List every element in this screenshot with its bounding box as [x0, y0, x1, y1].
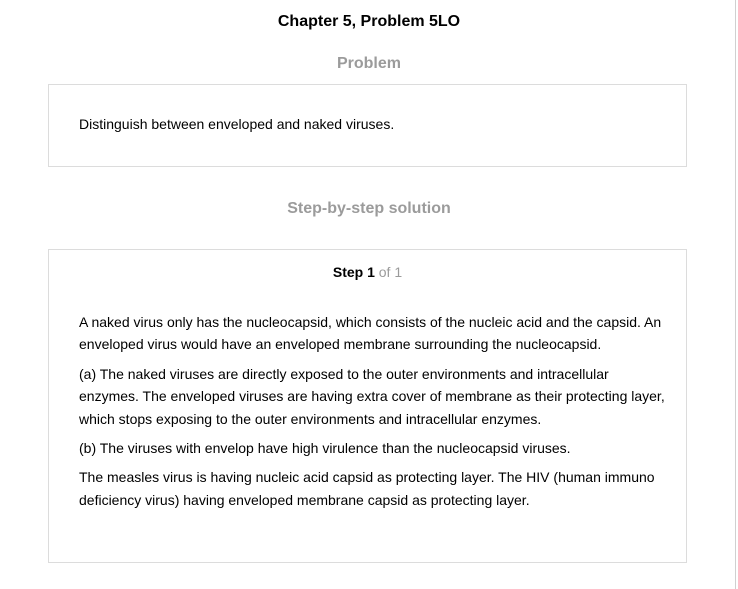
problem-box — [48, 84, 687, 167]
solution-paragraph: The measles virus is having nucleic acid capsid as protecting layer. The HIV (human immuno deficiency virus) having enveloped membrane capsid as protecting layer. — [79, 469, 655, 508]
solution-paragraph: A naked virus only has the nucleocapsid, which consists of the nucleic acid and the capsid. An enveloped virus would have an enveloped membrane surrounding the nucleocapsid. — [79, 314, 662, 353]
solution-paragraph: (a) The naked viruses are directly exposed to the outer environments and intracellular enzymes. The enveloped viruses are having extra cover of membrane as their protecting layer, which stops exposing to the outer environments and intracellular enzymes. — [79, 365, 665, 427]
step-number: Step 1 — [332, 264, 375, 280]
step-total: of 1 — [378, 264, 403, 280]
page-right-border — [735, 0, 736, 589]
solution-paragraph: (b) The viruses with envelop have high virulence than the nucleocapsid viruses. — [79, 440, 571, 457]
problem-heading: Problem — [336, 55, 401, 72]
chapter-title: Chapter 5, Problem 5LO — [277, 13, 461, 30]
solution-body — [79, 311, 669, 518]
step-indicator — [49, 263, 686, 281]
solution-box — [48, 249, 687, 563]
solution-heading: Step-by-step solution — [287, 200, 451, 217]
problem-text: Distinguish between enveloped and naked viruses. — [79, 116, 395, 132]
